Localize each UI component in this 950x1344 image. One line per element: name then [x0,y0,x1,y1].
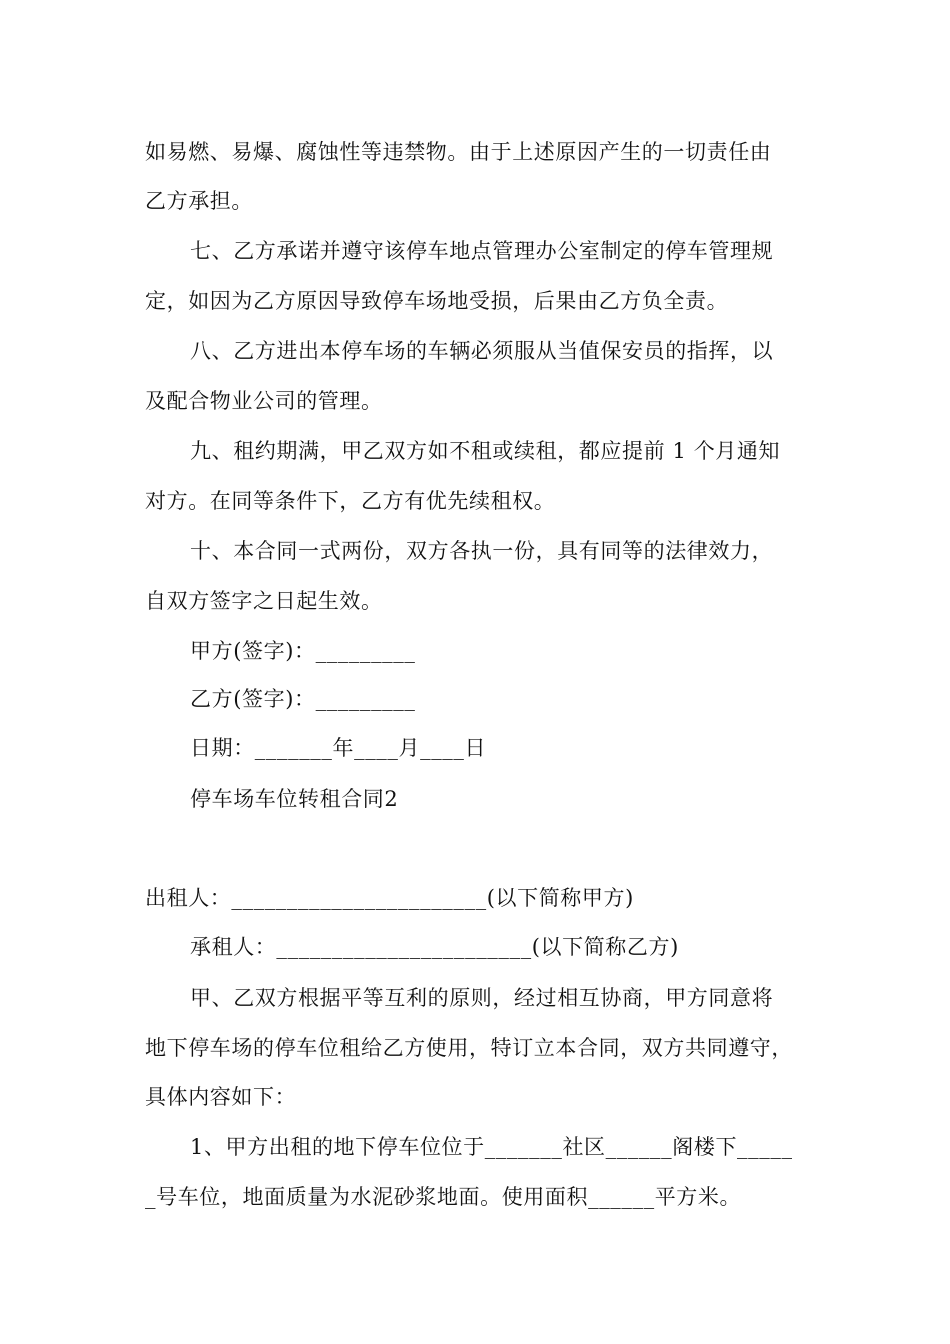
paragraph-line: 自双方签字之日起生效。 [145,589,383,613]
lessor-line: 出租人：_______________________(以下简称甲方) [145,886,634,910]
paragraph-line: 及配合物业公司的管理。 [145,389,383,413]
party-a-signature-line: 甲方(签字)：_________ [190,639,416,663]
preamble-line: 甲、乙双方根据平等互利的原则，经过相互协商，甲方同意将 [190,986,774,1010]
paragraph-line: 具体内容如下： [145,1085,297,1109]
paragraph-line: _号车位，地面质量为水泥砂浆地面。使用面积______平方米。 [145,1185,742,1209]
date-line: 日期：_______年____月____日 [190,736,487,760]
paragraph-line: 如易燃、易爆、腐蚀性等违禁物。由于上述原因产生的一切责任由 [145,140,772,164]
clause-9-line: 九、租约期满，甲乙双方如不租或续租，都应提前 1 个月通知 [190,439,781,463]
paragraph-line: 地下停车场的停车位租给乙方使用，特订立本合同，双方共同遵守， [145,1036,793,1060]
clause-8-line: 八、乙方进出本停车场的车辆必须服从当值保安员的指挥，以 [190,339,774,363]
lessee-line: 承租人：_______________________(以下简称乙方) [190,935,679,959]
contract-title: 停车场车位转租合同2 [190,787,399,811]
clause-7-line: 七、乙方承诺并遵守该停车地点管理办公室制定的停车管理规 [190,239,774,263]
paragraph-line: 定，如因为乙方原因导致停车场地受损，后果由乙方负全责。 [145,289,729,313]
clause-1-line: 1、甲方出租的地下停车位位于_______社区______阁楼下_____ [190,1135,793,1159]
paragraph-line: 对方。在同等条件下，乙方有优先续租权。 [145,489,556,513]
party-b-signature-line: 乙方(签字)：_________ [190,687,416,711]
clause-10-line: 十、本合同一式两份，双方各执一份，具有同等的法律效力， [190,539,774,563]
paragraph-line: 乙方承担。 [145,189,253,213]
